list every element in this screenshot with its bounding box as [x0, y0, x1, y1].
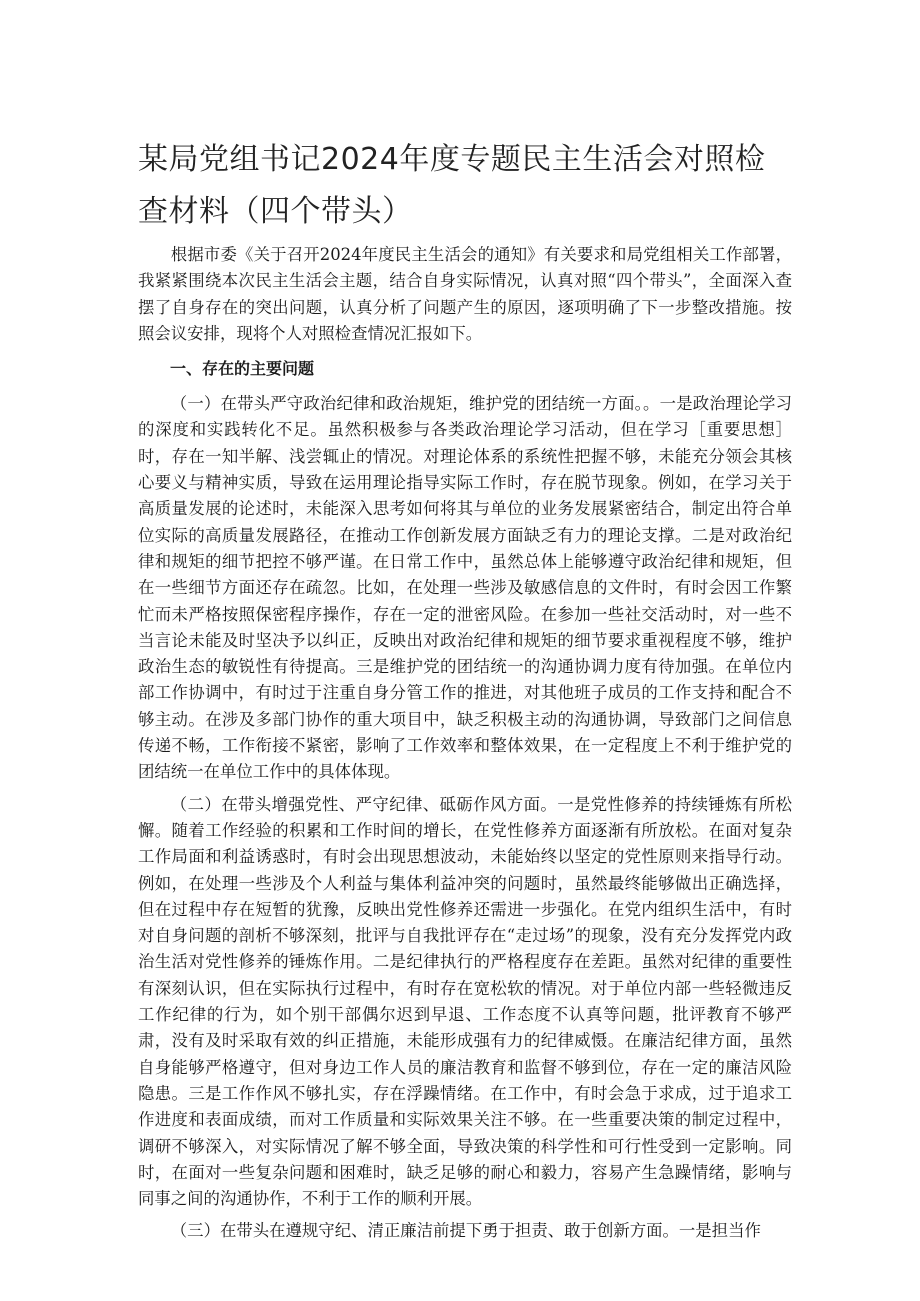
body-paragraph: （一）在带头严守政治纪律和政治规矩，维护党的团结统一方面。。一是政治理论学习的深度和实践转化不足。虽然积极参与各类政治理论学习活动，但在学习［重要思想］时，存在一知半解、浅尝辄止的情况。对理论体系的系统性把握不够，未能充分领会其核心要义与精神实质，导致在运用理论指导实际工作时，存在脱节现象。例如，在学习关于高质量发展的论述时，未能深入思考如何将其与单位的业务发展紧密结合，制定出符合单位实际的高质量发展路径，在推动工作创新发展方面缺乏有力的理论支撑。二是对政治纪律和规矩的细节把控不够严谨。在日常工作中，虽然总体上能够遵守政治纪律和规矩，但在一些细节方面还存在疏忽。比如，在处理一些涉及敏感信息的文件时，有时会因工作繁忙而未严格按照保密程序操作，存在一定的泄密风险。在参加一些社交活动时，对一些不当言论未能及时坚决予以纠正，反映出对政治纪律和规矩的细节要求重视程度不够，维护政治生态的敏锐性有待提高。三是维护党的团结统一的沟通协调力度有待加强。在单位内部工作协调中，有时过于注重自身分管工作的推进，对其他班子成员的工作支持和配合不够主动。在涉及多部门协作的重大项目中，缺乏积极主动的沟通协调，导致部门之间信息传递不畅，工作衔接不紧密，影响了工作效率和整体效果，在一定程度上不利于维护党的团结统一在单位工作中的具体体现。 [138, 394, 792, 782]
document-body [138, 242, 792, 1245]
section-heading: 一、存在的主要问题 [170, 359, 315, 379]
body-paragraph: （三）在带头在遵规守纪、清正廉洁前提下勇于担责、敢于创新方面。一是担当作 [170, 1221, 761, 1241]
intro-paragraph: 根据市委《关于召开2024年度民主生活会的通知》有关要求和局党组相关工作部署，我紧紧围绕本次民主生活会主题，结合自身实际情况，认真对照“四个带头”，全面深入查摆了自身存在的突出问题，认真分析了问题产生的原因，逐项明确了下一步整改措施。按照会议安排，现将个人对照检查情况汇报如下。 [138, 245, 792, 343]
document-title: 某局党组书记2024年度专题民主生活会对照检查材料（四个带头） [138, 142, 766, 229]
body-paragraph: （二）在带头增强党性、严守纪律、砥砺作风方面。一是党性修养的持续锤炼有所松懈。随着工作经验的积累和工作时间的增长，在党性修养方面逐渐有所放松。在面对复杂工作局面和利益诱惑时，有时会出现思想波动，未能始终以坚定的党性原则来指导行动。例如，在处理一些涉及个人利益与集体利益冲突的问题时，虽然最终能够做出正确选择，但在过程中存在短暂的犹豫，反映出党性修养还需进一步强化。在党内组织生活中，有时对自身问题的剖析不够深刻，批评与自我批评存在“走过场”的现象，没有充分发挥党内政治生活对党性修养的锤炼作用。二是纪律执行的严格程度存在差距。虽然对纪律的重要性有深刻认识，但在实际执行过程中，有时存在宽松软的情况。对于单位内部一些轻微违反工作纪律的行为，如个别干部偶尔迟到早退、工作态度不认真等问题，批评教育不够严肃，没有及时采取有效的纠正措施，未能形成强有力的纪律威慑。在廉洁纪律方面，虽然自身能够严格遵守，但对身边工作人员的廉洁教育和监督不够到位，存在一定的廉洁风险隐患。三是工作作风不够扎实，存在浮躁情绪。在工作中，有时会急于求成，过于追求工作进度和表面成绩，而对工作质量和实际效果关注不够。在一些重要决策的制定过程中，调研不够深入，对实际情况了解不够全面，导致决策的科学性和可行性受到一定影响。同时，在面对一些复杂问题和困难时，缺乏足够的耐心和毅力，容易产生急躁情绪，影响与同事之间的沟通协作，不利于工作的顺利开展。 [138, 794, 792, 1209]
